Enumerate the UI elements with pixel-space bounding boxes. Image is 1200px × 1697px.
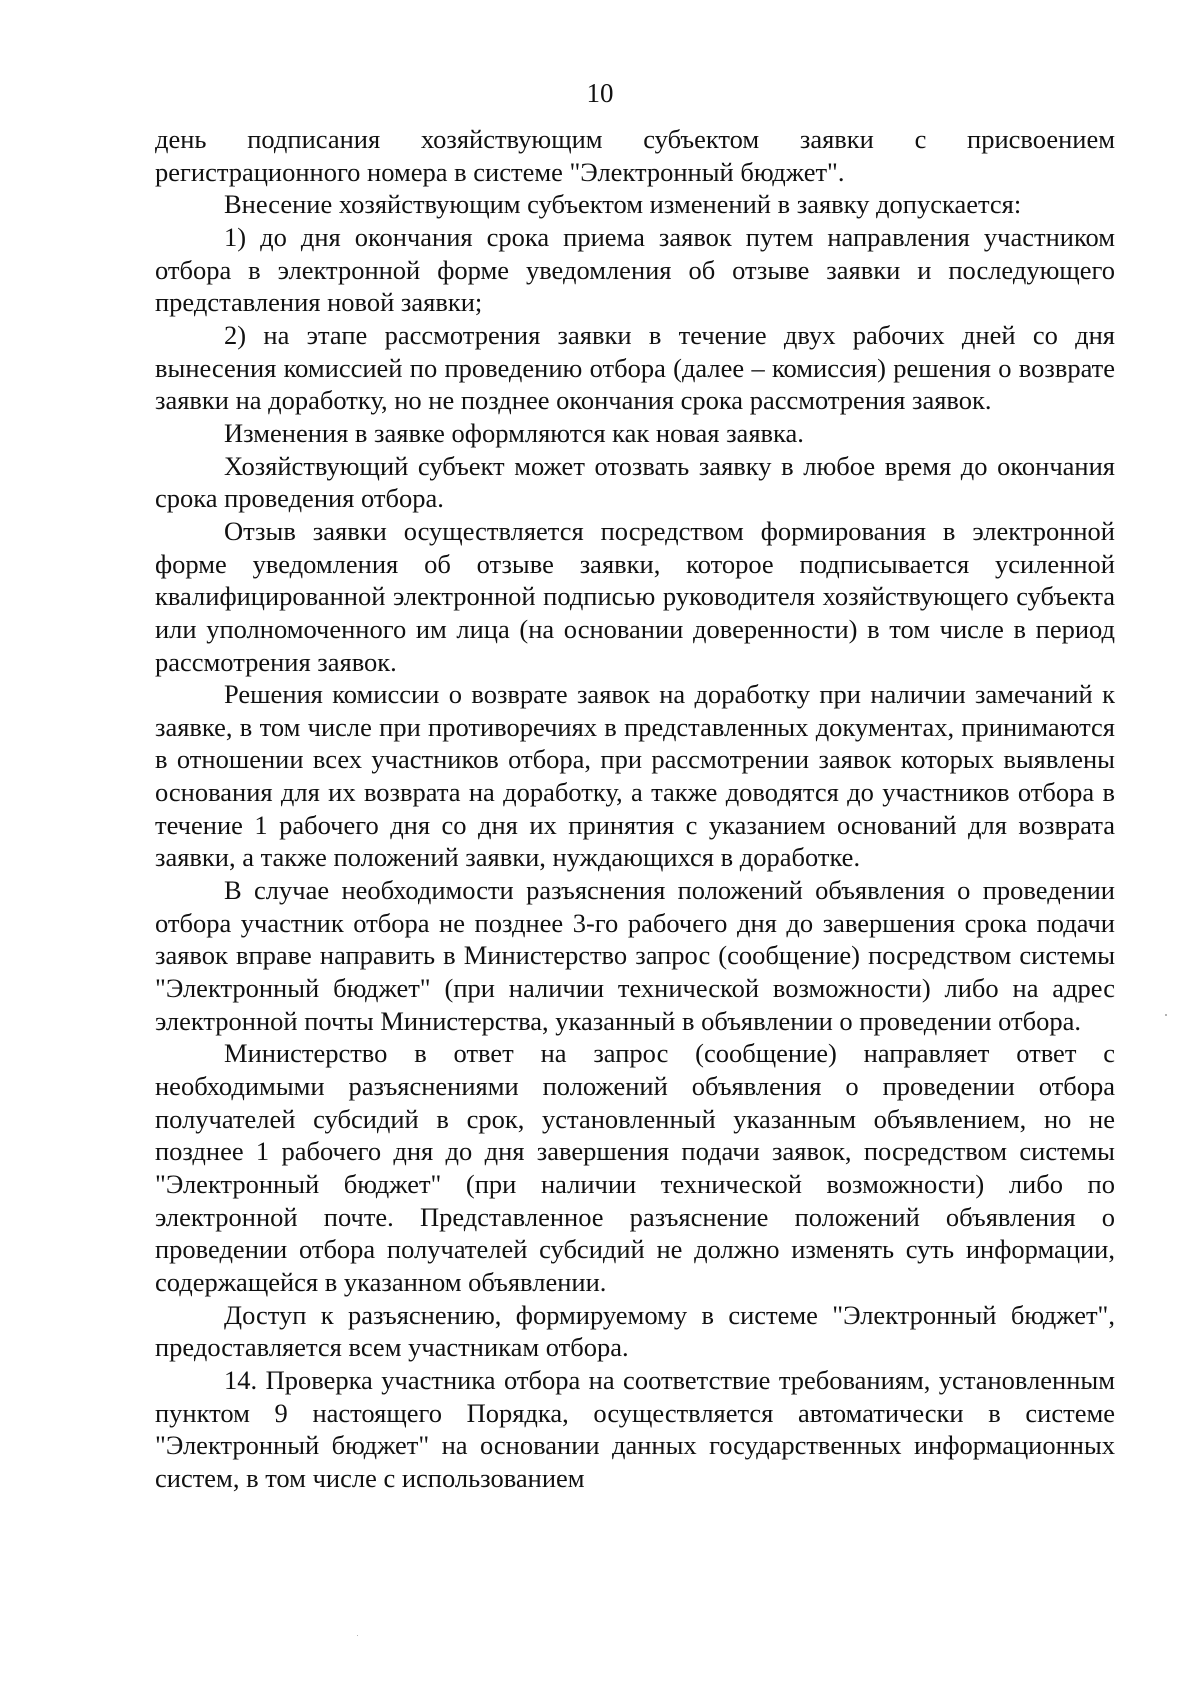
paragraph-changes-allowed: Внесение хозяйствующим субъектом изменений в заявку допускается: [224, 189, 1022, 220]
page-number: 10 [586, 78, 614, 108]
scan-dot-mark [1165, 1014, 1167, 1016]
document-body [155, 123, 1115, 1495]
paragraph-changes-format: Изменения в заявке оформляются как новая заявка. [224, 417, 804, 448]
paragraph-withdraw: Хозяйствующий субъект может отозвать заявку в любое время до окончания срока проведения отбора. [155, 450, 1115, 514]
paragraph-withdraw-procedure: Отзыв заявки осуществляется посредством формирования в электронной форме уведомления об отзыве заявки, которое подписывается усиленной квалифицированной электронной подписью руководителя хозяйствующего субъекта или уполномоченного им лица (на основании доверенности) в том числе в период рассмотрения заявок. [155, 515, 1115, 677]
paragraph-item-2: 2) на этапе рассмотрения заявки в течение двух рабочих дней со дня вынесения комиссией по проведению отбора (далее – комиссия) решения о возврате заявки на доработку, но не позднее окончания срока рассмотрения заявок. [155, 319, 1115, 416]
paragraph-continuation: день подписания хозяйствующим субъектом заявки с присвоением регистрационного номера в системе "Электронный бюджет". [155, 124, 1115, 187]
paragraph-clarification-access: Доступ к разъяснению, формируемому в системе "Электронный бюджет", предоставляется всем участникам отбора. [155, 1299, 1115, 1363]
paragraph-section-14: 14. Проверка участника отбора на соответствие требованиям, установленным пунктом 9 настоящего Порядка, осуществляется автоматически в системе "Электронный бюджет" на основании данных государственных информационных систем, в том числе с использованием [155, 1364, 1115, 1493]
paragraph-commission-decisions: Решения комиссии о возврате заявок на доработку при наличии замечаний к заявке, в том числе при противоречиях в представленных документах, принимаются в отношении всех участников отбора, при рассмотрении заявок которых выявлены основания для их возврата на доработку, а также доводятся до участников отбора в течение 1 рабочего дня со дня их принятия с указанием оснований для возврата заявки, а также положений заявки, нуждающихся в доработке. [155, 679, 1115, 873]
scan-dot-mark [357, 1635, 358, 1636]
paragraph-item-1: 1) до дня окончания срока приема заявок путем направления участником отбора в электронной форме уведомления об отзыве заявки и последующего представления новой заявки; [155, 221, 1115, 318]
paragraph-clarification-request: В случае необходимости разъяснения положений объявления о проведении отбора участник отбора не позднее 3-го рабочего дня до завершения срока подачи заявок вправе направить в Министерство запрос (сообщение) посредством системы "Электронный бюджет" (при наличии технической возможности) либо на адрес электронной почты Министерства, указанный в объявлении о проведении отбора. [155, 875, 1115, 1036]
paragraph-ministry-response: Министерство в ответ на запрос (сообщение) направляет ответ с необходимыми разъяснениями положений объявления о проведении отбора получателей субсидий в срок, установленный указанным объявлением, но не позднее 1 рабочего дня до дня завершения подачи заявок, посредством системы "Электронный бюджет" (при наличии технической возможности) либо по электронной почте. Представленное разъяснение положений объявления о проведении отбора получателей субсидий не должно изменять суть информации, содержащейся в указанном объявлении. [155, 1038, 1115, 1297]
